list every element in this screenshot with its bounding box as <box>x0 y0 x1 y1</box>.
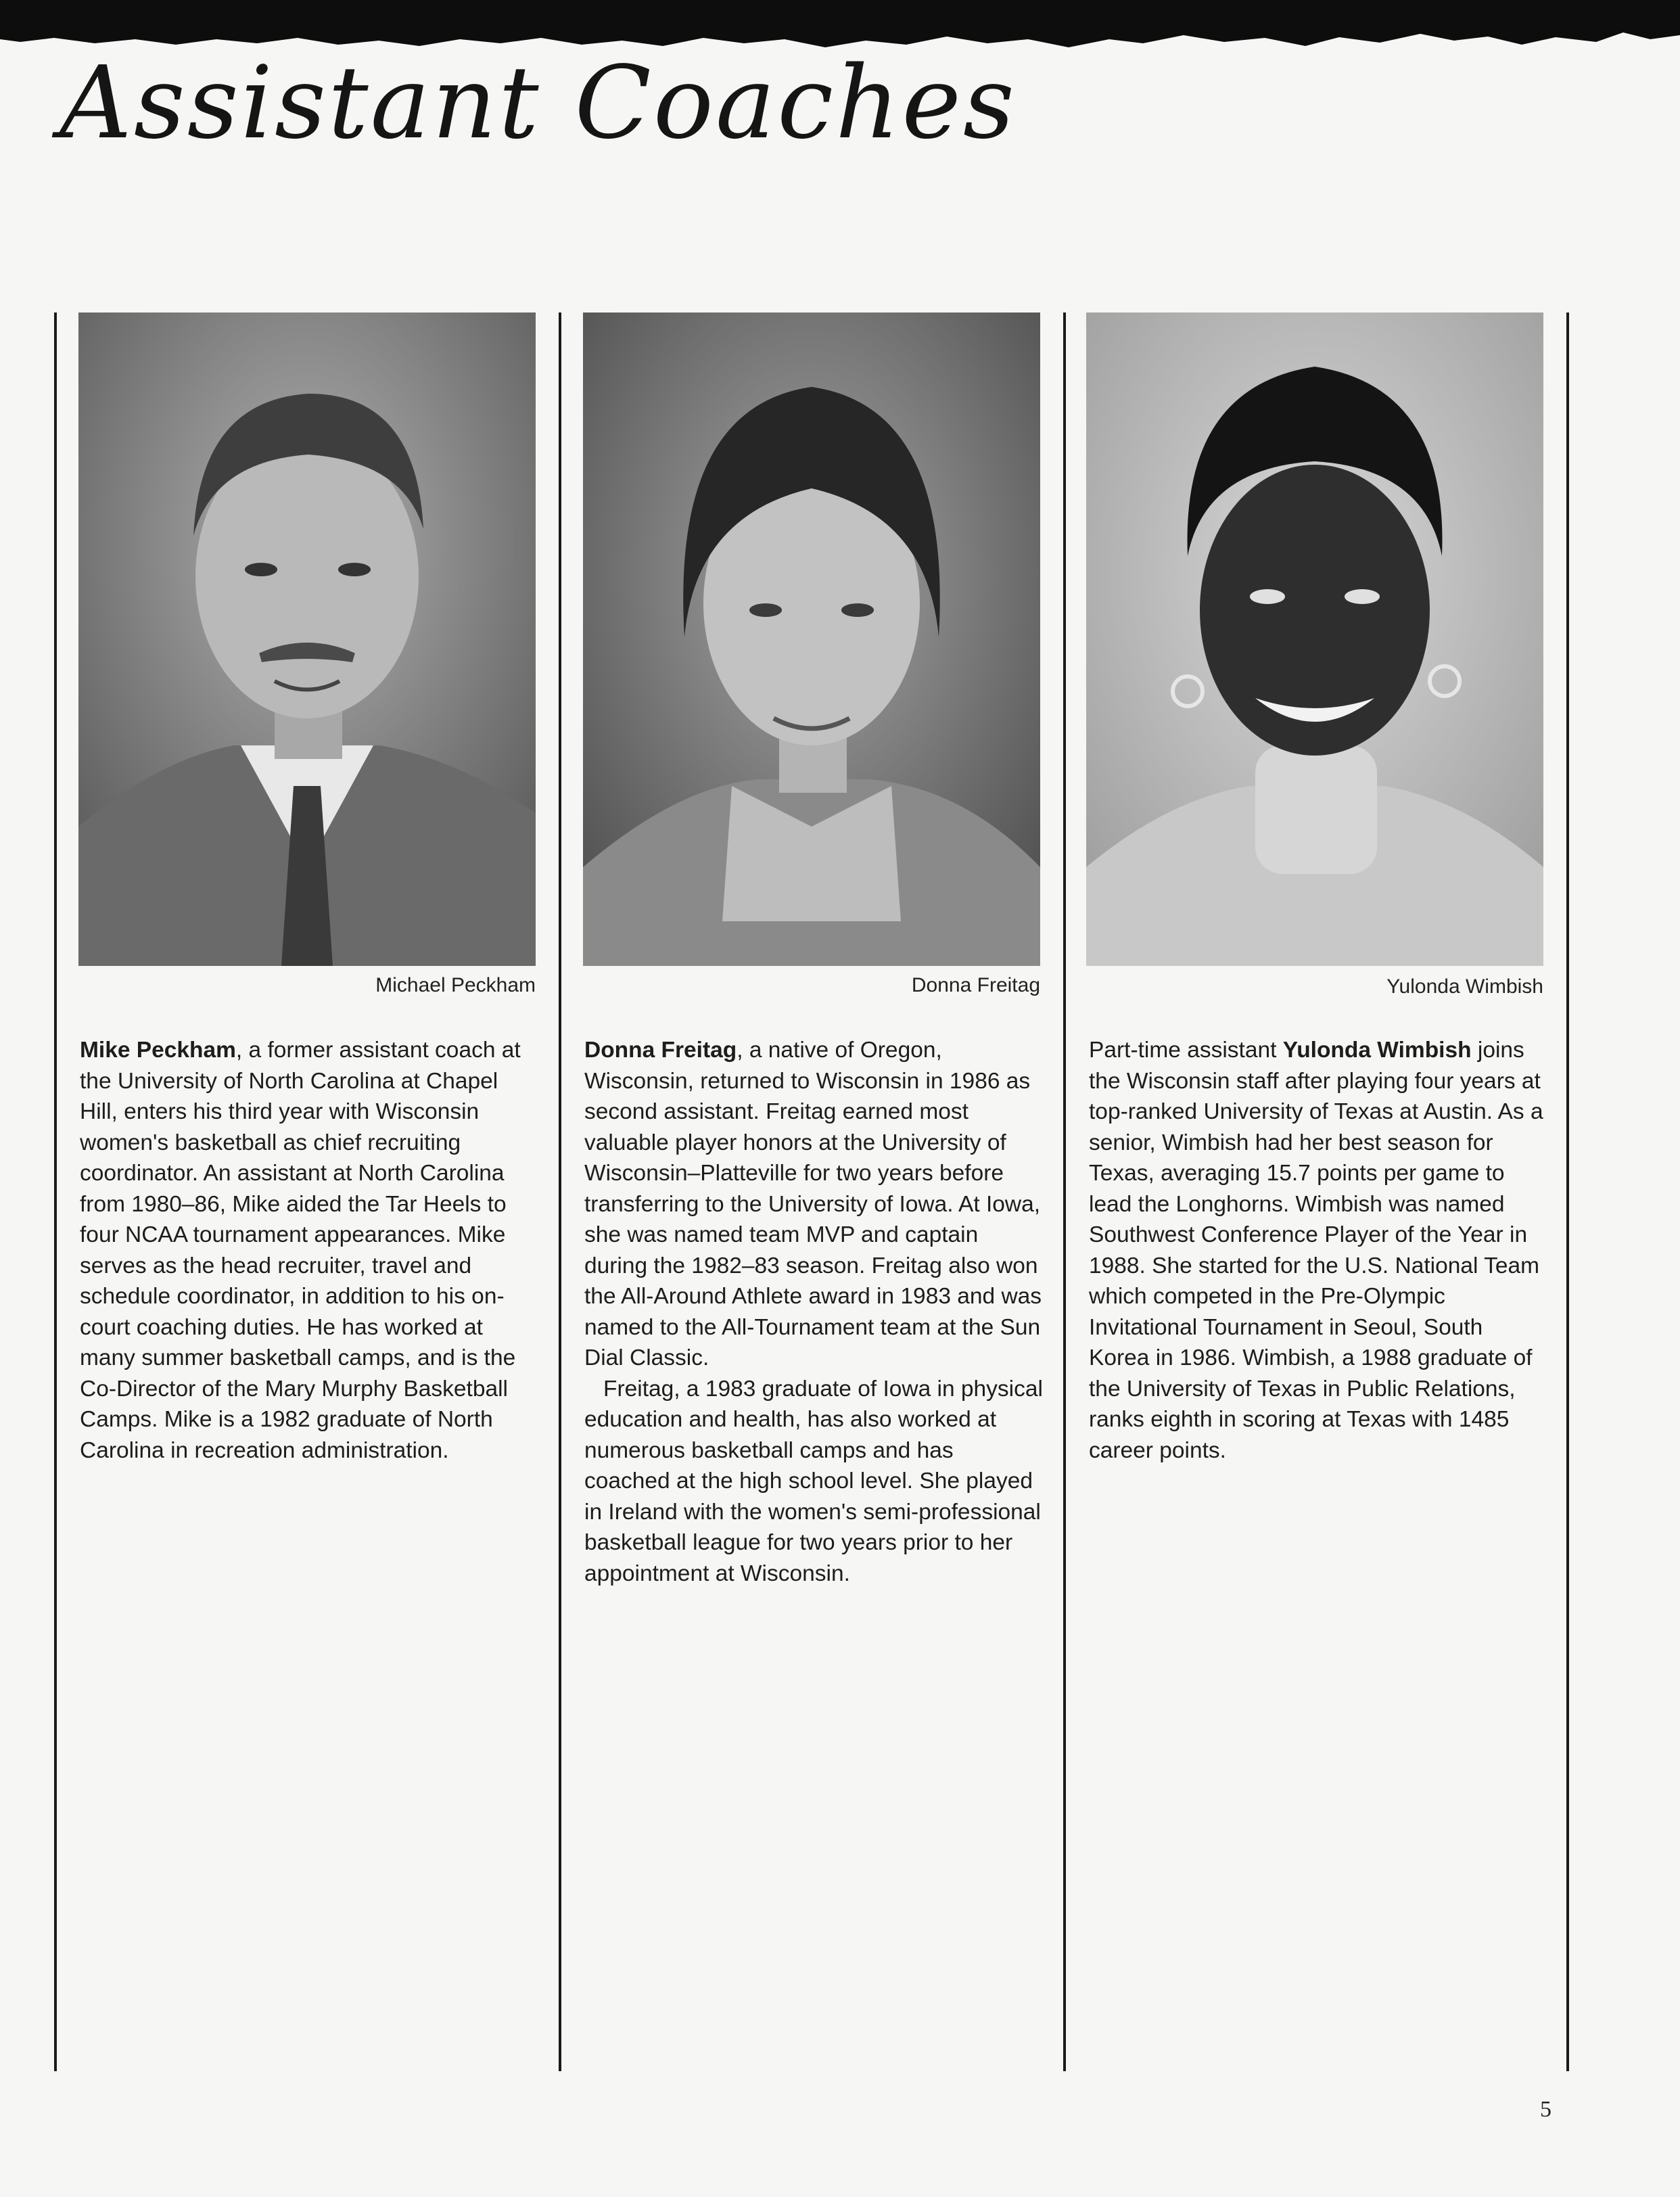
bio-text-freitag-2: Freitag, a 1983 graduate of Iowa in physical education and health, has also worked at numerous basketball camps and has coached at the high school level. She played in Ireland with the women's semi-professional basketball league for two years prior to her appointment at Wisconsin. <box>584 1376 1043 1586</box>
bio-name-freitag: Donna Freitag <box>584 1038 737 1063</box>
photo-caption-freitag: Donna Freitag <box>911 974 1040 996</box>
column-rule-3 <box>1063 313 1066 2071</box>
coach-photo-peckham <box>78 313 536 966</box>
bio-wimbish <box>1089 1035 1549 1466</box>
bio-text-peckham: , a former assistant coach at the University of North Carolina at Chapel Hill, enters his third year with Wisconsin women's basketball as chief recruiting coordinator. An assistant at North Carolina from 1980–86, Mike aided the Tar Heels to four NCAA tournament appearances. Mike serves as the head recruiter, travel and schedule coordinator, in addition to his on-court coaching duties. He has worked at many summer basketball camps, and is the Co-Director of the Mary Murphy Basketball Camps. Mike is a 1982 graduate of North Carolina in recreation administration. <box>80 1038 521 1463</box>
column-rule-4 <box>1566 313 1569 2071</box>
bio-peckham <box>80 1035 540 1466</box>
coach-photo-freitag <box>583 313 1040 966</box>
coach-photo-wimbish <box>1086 313 1543 966</box>
column-rule-1 <box>54 313 57 2071</box>
bio-text-freitag-1: , a native of Oregon, Wisconsin, returned to Wisconsin in 1986 as second assistant. Freitag earned most valuable player honors at the University of Wisconsin–Platteville for two years before transferring to the University of Iowa. At Iowa, she was named team MVP and captain during the 1982–83 season. Freitag also won the All-Around Athlete award in 1983 and was named to the All-Tournament team at the Sun Dial Classic. <box>584 1038 1042 1370</box>
bio-name-peckham: Mike Peckham <box>80 1038 236 1063</box>
column-rule-2 <box>559 313 561 2071</box>
page-number: 5 <box>1540 2097 1551 2122</box>
bio-name-wimbish: Yulonda Wimbish <box>1282 1038 1472 1063</box>
photo-caption-wimbish: Yulonda Wimbish <box>1386 975 1543 998</box>
bio-prefix-wimbish: Part-time assistant <box>1089 1038 1283 1063</box>
page-title: Assistant Coaches <box>60 45 1017 161</box>
bio-text-wimbish: joins the Wisconsin staff after playing four years at top-ranked University of Texas at Austin. As a senior, Wimbish had her best season for Texas, averaging 15.7 points per game to lead the Longhorns. Wimbish was named Southwest Conference Player of the Year in 1988. She started for the U.S. National Team which competed in the Pre-Olympic Invitational Tournament in Seoul, South Korea in 1986. Wimbish, a 1988 graduate of the University of Texas in Public Relations, ranks eighth in scoring at Texas with 1485 career points. <box>1089 1038 1543 1463</box>
bio-freitag <box>584 1035 1044 1589</box>
photo-caption-peckham: Michael Peckham <box>375 974 536 996</box>
